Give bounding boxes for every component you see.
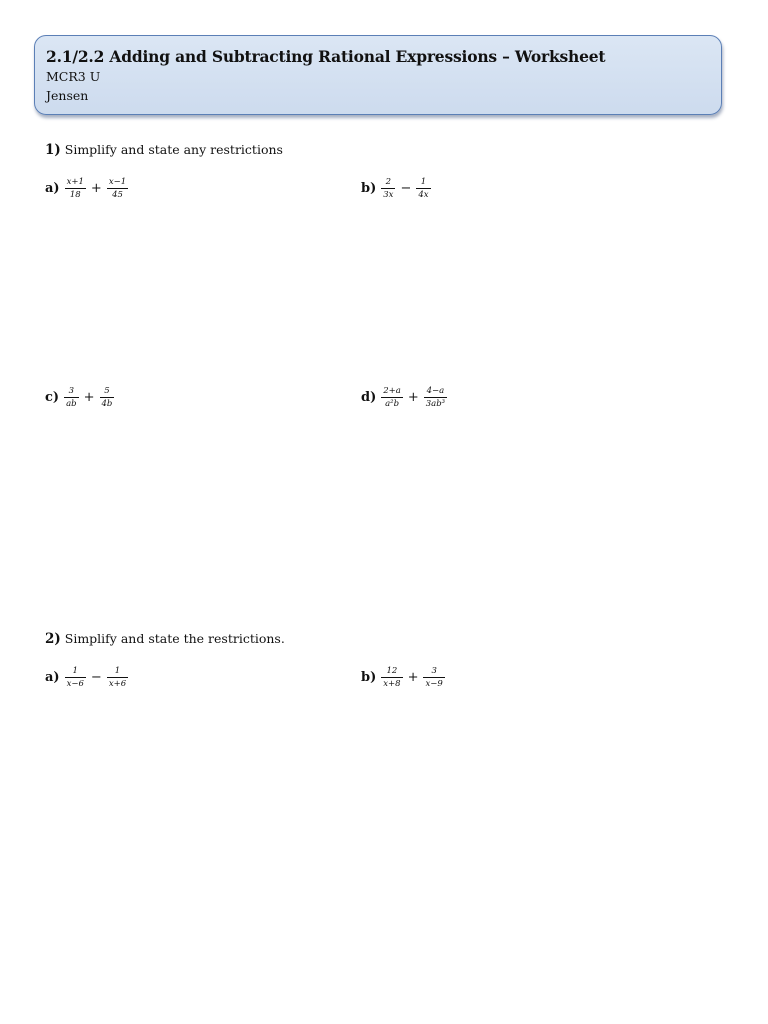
numerator: 2+a xyxy=(383,386,401,396)
fraction xyxy=(64,386,79,409)
fraction xyxy=(65,177,86,200)
numerator: 1 xyxy=(72,666,78,676)
question-2-heading xyxy=(45,631,285,647)
fraction xyxy=(381,386,403,409)
q1-part-a xyxy=(45,177,130,200)
numerator: 1 xyxy=(114,666,121,676)
operator: + xyxy=(90,181,102,196)
part-label: b) xyxy=(361,670,377,685)
denominator: 3ab³ xyxy=(425,399,446,409)
numerator: 3 xyxy=(68,386,75,396)
denominator: 4x xyxy=(418,190,429,200)
denominator: x−6 xyxy=(66,679,84,689)
fraction xyxy=(107,666,128,689)
denominator: ab xyxy=(66,399,77,409)
question-instruction: Simplify and state the restrictions. xyxy=(64,631,285,646)
q1-part-b xyxy=(361,177,433,200)
part-label: c) xyxy=(45,390,60,405)
denominator: x+6 xyxy=(108,679,127,689)
numerator: 12 xyxy=(386,666,398,676)
question-number: 2) xyxy=(45,631,61,647)
denominator: 3x xyxy=(383,190,394,200)
fraction xyxy=(65,666,86,689)
worksheet-header xyxy=(34,35,722,115)
fraction xyxy=(107,177,128,200)
fraction xyxy=(424,386,447,409)
operator: + xyxy=(407,390,419,405)
denominator: 18 xyxy=(69,190,81,200)
fraction xyxy=(423,666,444,689)
fraction xyxy=(381,666,402,689)
question-instruction: Simplify and state any restrictions xyxy=(64,142,283,157)
operator: − xyxy=(400,181,412,196)
denominator: x+8 xyxy=(383,679,401,689)
course-code: MCR3 U xyxy=(46,69,101,84)
numerator: 2 xyxy=(385,177,392,187)
numerator: 1 xyxy=(420,177,427,187)
q1-part-c xyxy=(45,386,116,409)
fraction xyxy=(416,177,430,200)
numerator: x+1 xyxy=(66,177,84,187)
numerator: 5 xyxy=(104,386,110,396)
part-label: d) xyxy=(361,390,377,405)
question-number: 1) xyxy=(45,142,61,158)
fraction xyxy=(381,177,395,200)
teacher-name: Jensen xyxy=(46,88,89,103)
numerator: 3 xyxy=(431,666,437,676)
worksheet-title: 2.1/2.2 Adding and Subtracting Rational Expressions – Worksheet xyxy=(46,47,606,66)
numerator: x−1 xyxy=(108,177,127,187)
numerator: 4−a xyxy=(426,386,445,396)
q2-part-b xyxy=(361,666,447,689)
denominator: 45 xyxy=(112,190,123,200)
denominator: x−9 xyxy=(425,679,443,689)
operator: + xyxy=(407,670,419,685)
part-label: b) xyxy=(361,181,377,196)
denominator: a²b xyxy=(385,399,400,409)
denominator: 4b xyxy=(101,399,113,409)
part-label: a) xyxy=(45,670,60,685)
operator: − xyxy=(90,670,102,685)
operator: + xyxy=(83,390,95,405)
q1-part-d xyxy=(361,386,449,409)
part-label: a) xyxy=(45,181,60,196)
fraction xyxy=(100,386,115,409)
question-1-heading xyxy=(45,142,283,158)
q2-part-a xyxy=(45,666,130,689)
